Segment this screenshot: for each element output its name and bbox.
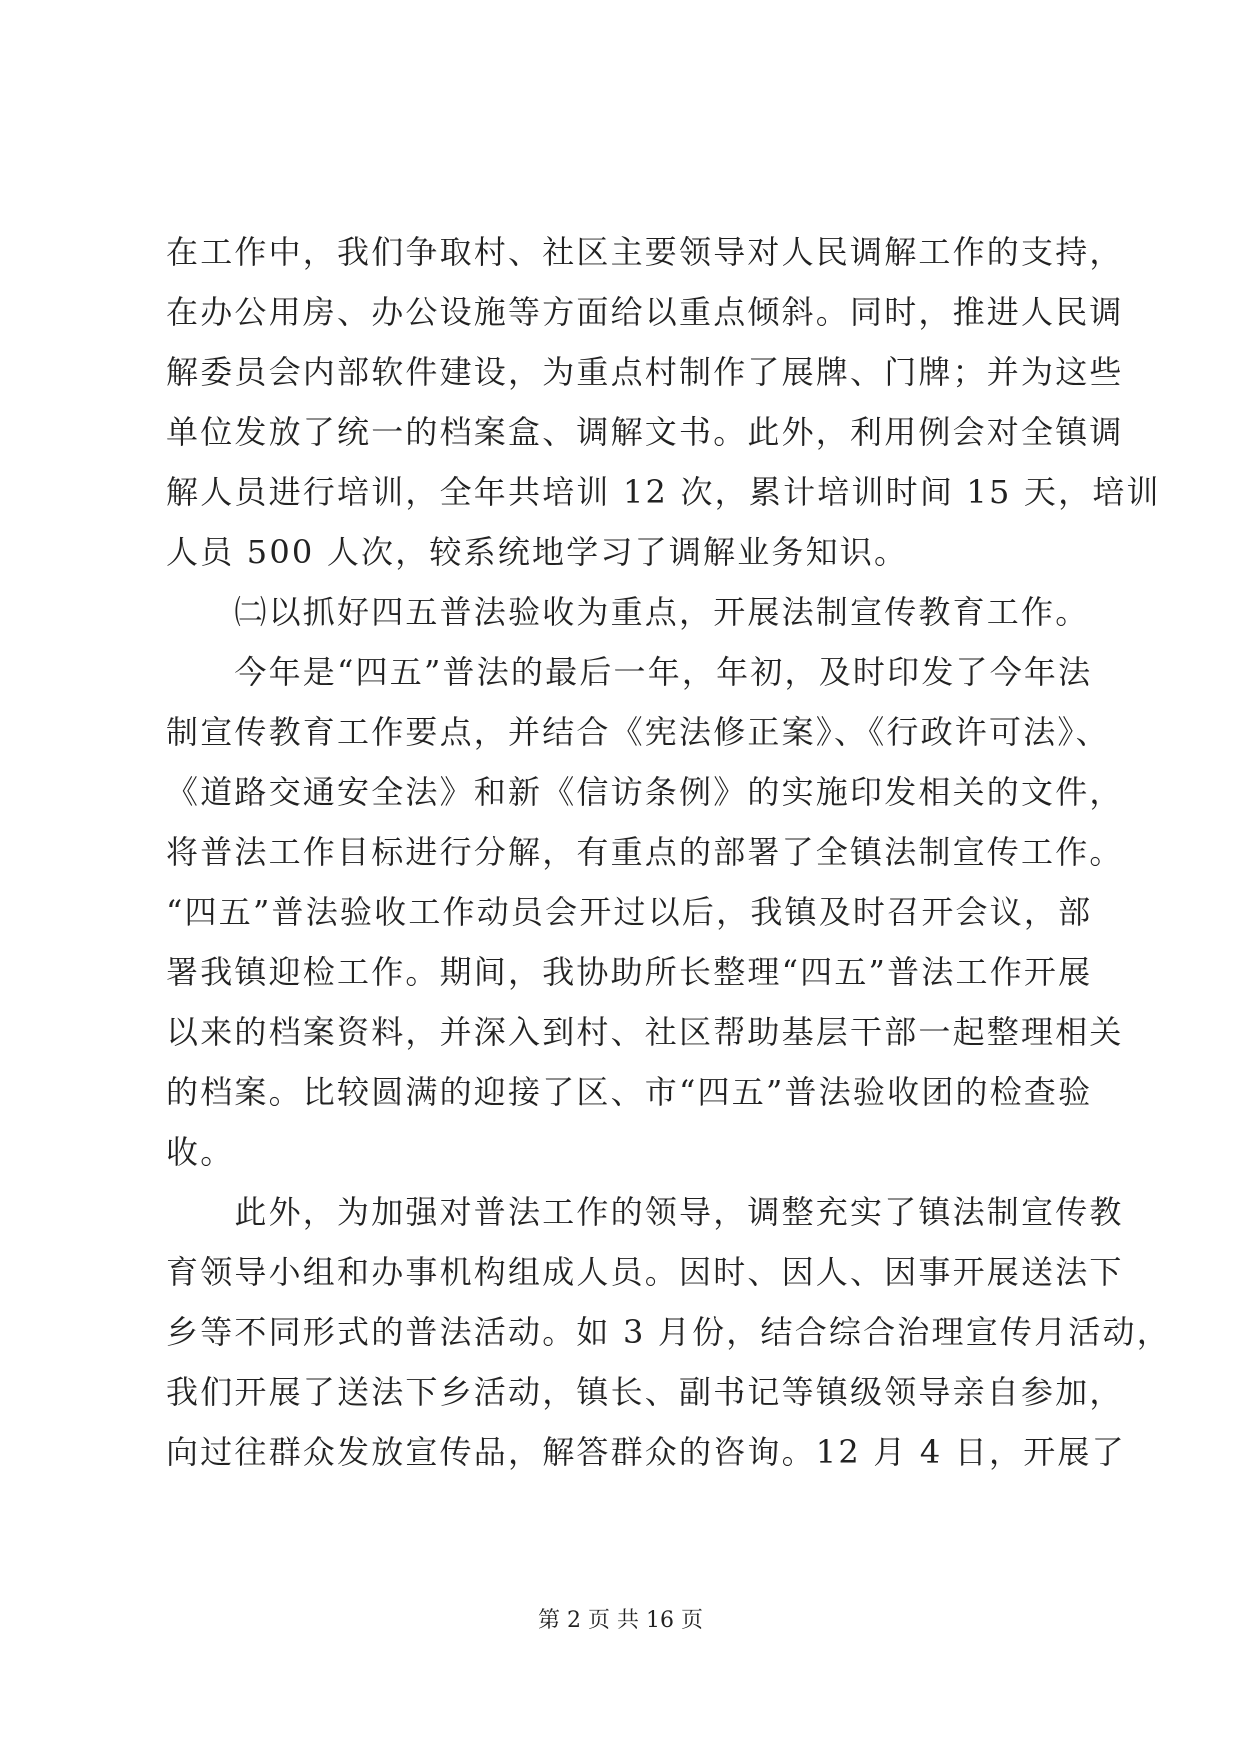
text-line: 署我镇迎检工作。期间，我协助所长整理“四五”普法工作开展 xyxy=(166,953,1093,991)
text-line: 在办公用房、办公设施等方面给以重点倾斜。同时，推进人民调 xyxy=(166,293,1124,331)
text-line: 的档案。比较圆满的迎接了区、市“四五”普法验收团的检查验 xyxy=(166,1073,1093,1111)
page-footer: 第 2 页 共 16 页 xyxy=(538,1608,703,1633)
text-line: 今年是“四五”普法的最后一年，年初，及时印发了今年法 xyxy=(166,653,1093,691)
text-line: 收。 xyxy=(166,1133,235,1171)
text-line: “四五”普法验收工作动员会开过以后，我镇及时召开会议，部 xyxy=(166,893,1093,931)
text-line: 将普法工作目标进行分解，有重点的部署了全镇法制宣传工作。 xyxy=(166,833,1124,871)
text-line: 《道路交通安全法》和新《信访条例》的实施印发相关的文件， xyxy=(166,773,1124,811)
text-line: 解委员会内部软件建设，为重点村制作了展牌、门牌；并为这些 xyxy=(166,353,1124,391)
text-line: 向过往群众发放宣传品，解答群众的咨询。12 月 4 日，开展了 xyxy=(166,1433,1126,1471)
text-line: 单位发放了统一的档案盒、调解文书。此外，利用例会对全镇调 xyxy=(166,413,1124,451)
text-line: 人员 500 人次，较系统地学习了调解业务知识。 xyxy=(166,533,909,571)
text-line: 解人员进行培训，全年共培训 12 次，累计培训时间 15 天，培训 xyxy=(166,473,1161,511)
text-line: 我们开展了送法下乡活动，镇长、副书记等镇级领导亲自参加， xyxy=(166,1373,1124,1411)
text-line: 此外，为加强对普法工作的领导，调整充实了镇法制宣传教 xyxy=(166,1193,1124,1231)
text-line: 以来的档案资料，并深入到村、社区帮助基层干部一起整理相关 xyxy=(166,1013,1124,1051)
text-line: 在工作中，我们争取村、社区主要领导对人民调解工作的支持， xyxy=(166,233,1124,271)
text-line: 乡等不同形式的普法活动。如 3 月份，结合综合治理宣传月活动， xyxy=(166,1313,1171,1351)
text-line: 育领导小组和办事机构组成人员。因时、因人、因事开展送法下 xyxy=(166,1253,1124,1291)
section-heading: ㈡以抓好四五普法验收为重点，开展法制宣传教育工作。 xyxy=(166,593,1090,631)
text-line: 制宣传教育工作要点，并结合《宪法修正案》、《行政许可法》、 xyxy=(166,713,1110,751)
